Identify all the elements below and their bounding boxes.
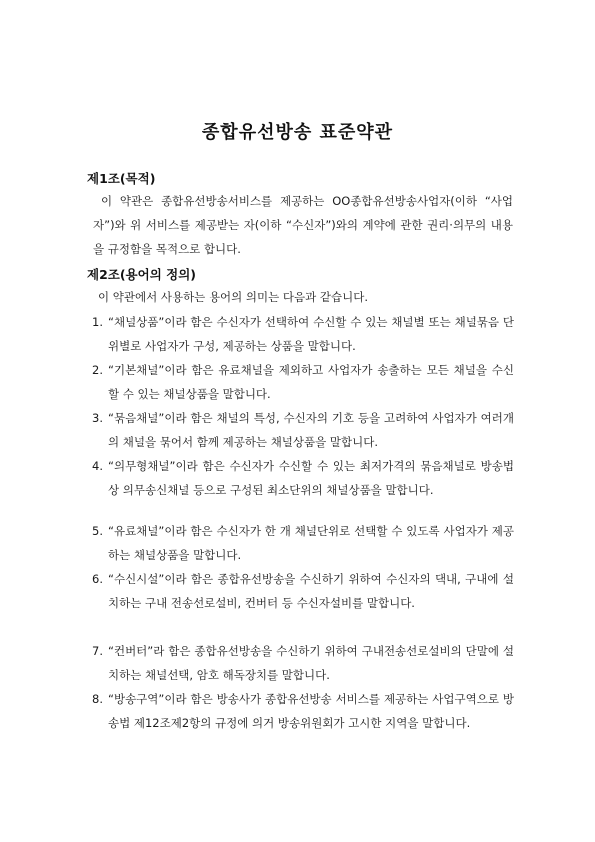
definition-item (92, 567, 514, 615)
item-number: 5. (92, 524, 103, 538)
item-text: “컨버터”라 함은 종합유선방송을 수신하기 위하여 구내전송선로설비의 단말에 설치하는 채널선택, 암호 해독장치를 말합니다. (108, 644, 514, 682)
definition-item (92, 519, 514, 567)
item-text: “묶음채널”이라 함은 채널의 특성, 수신자의 기호 등을 고려하여 사업자가 여러개의 채널을 묶어서 함께 제공하는 채널상품을 말합니다. (108, 411, 514, 449)
item-number: 1. (92, 315, 103, 329)
item-text: “의무형채널”이라 함은 수신자가 수신할 수 있는 최저가격의 묶음채널로 방송법상 의무송신채널 등으로 구성된 최소단위의 채널상품을 말합니다. (108, 459, 514, 497)
definition-item (92, 358, 514, 406)
definition-item (92, 454, 514, 502)
article-1-heading: 제1조(목적) (87, 171, 156, 186)
definition-item (92, 639, 514, 687)
item-text: “방송구역”이라 함은 방송사가 종합유선방송 서비스를 제공하는 사업구역으로 방송법 제12조제2항의 규정에 의거 방송위원회가 고시한 지역을 말합니다. (108, 692, 514, 730)
definition-item (92, 310, 514, 358)
item-number: 6. (92, 572, 103, 586)
definition-item (92, 687, 514, 735)
item-text: “기본채널”이라 함은 유료채널을 제외하고 사업자가 송출하는 모든 채널을 수신할 수 있는 채널상품을 말합니다. (108, 363, 514, 401)
article-1-body: 이 약관은 종합유선방송서비스를 제공하는 OO종합유선방송사업자(이하 “사업자”)와 위 서비스를 제공받는 자(이하 “수신자”)와의 계약에 관한 권리·의무의 내용을 규정함을 목적으로 합니다. (93, 194, 513, 256)
document-title: 종합유선방송 표준약관 (201, 122, 394, 143)
item-text: “수신시설”이라 함은 종합유선방송을 수신하기 위하여 수신자의 댁내, 구내에 설치하는 구내 전송선로설비, 컨버터 등 수신자설비를 말합니다. (108, 572, 514, 610)
item-text: “유료채널”이라 함은 수신자가 한 개 채널단위로 선택할 수 있도록 사업자가 제공하는 채널상품을 말합니다. (108, 524, 514, 562)
item-number: 2. (92, 363, 103, 377)
item-number: 3. (92, 411, 103, 425)
definition-item (92, 406, 514, 454)
item-text: “채널상품”이라 함은 수신자가 선택하여 수신할 수 있는 채널별 또는 채널묶음 단위별로 사업자가 구성, 제공하는 상품을 말합니다. (108, 315, 514, 353)
article-2-heading: 제2조(용어의 정의) (87, 267, 197, 282)
article-2-intro: 이 약관에서 사용하는 용어의 의미는 다음과 같습니다. (98, 290, 368, 304)
item-number: 4. (92, 459, 103, 473)
item-number: 7. (92, 644, 103, 658)
item-number: 8. (92, 692, 103, 706)
